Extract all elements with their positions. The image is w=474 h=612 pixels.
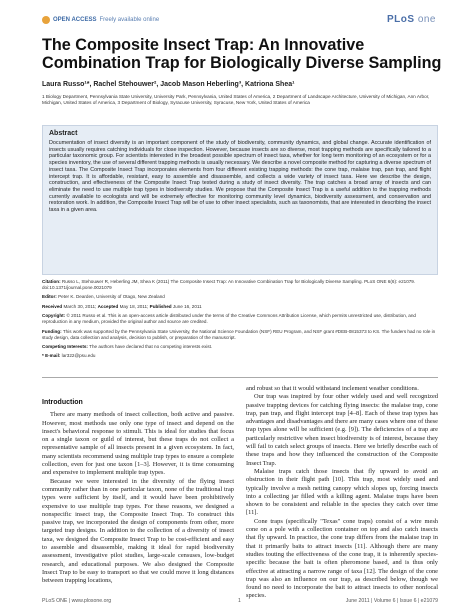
section-divider [42, 377, 438, 378]
published-label: Published [149, 303, 172, 309]
body-paragraph: Cone traps (specifically "Texas" cone traps) consist of a wire mesh cone on a pole with a collection container on top and also catch insects that fly upward. In practice, the cone trap differs from the malaise trap in that it primarily baits to attract insects [11]. Although there are many studies touting the effectiveness of the cone trap, it is inherently species-specific because the bait is often pheromone based, and is thus only effective at attracting a narrow range of taxa [12]. The design of the cone trap was also an influence on our trap, as described below, though we found no need to incorporate the bait to attract insects to other nonfocal species. [246, 517, 438, 600]
copyright-text: © 2011 Russo et al. This is an open-access article distributed under the terms of the Creative Commons Attribution License, which permits unrestricted use, distribution, and reproduction in any medium, provided the original author and source are credited. [42, 313, 416, 325]
abstract-heading: Abstract [49, 130, 78, 137]
body-column-left [42, 399, 234, 586]
logo-text: PLoS [386, 14, 415, 25]
journal-logo [387, 14, 436, 25]
freely-available-label: Freely available online [99, 17, 160, 23]
article-title: The Composite Insect Trap: An Innovative Combination Trap for Biologically Diverse Sampling [42, 36, 442, 72]
journal-header [42, 14, 436, 30]
funding-text: This work was supported by the Pennsylvania State University, the National Science Foundation (NSF) REU Program, and NSF grant #DEB-0815373 to KS. The funders had no role in study design, data collection and analysis, decision to publish, or preparation of the manuscript. [42, 328, 436, 340]
affiliations: 1 Biology Department, Pennsylvania State University, University Park, Pennsylvania, United States of America, 2 Department of Landscape Architecture, University of Michigan, Ann Arbor, Michigan, United States of America, 3 Department of Biology, Syracuse University, Syracuse, New York, United States of America [42, 94, 430, 105]
dates [42, 304, 438, 310]
competing-interests [42, 344, 438, 350]
competing-label: Competing Interests: [42, 343, 88, 349]
citation-label: Citation: [42, 279, 61, 284]
email-link[interactable]: lar322@psu.edu [61, 353, 96, 359]
body-paragraph: Malaise traps catch those insects that fly upward to avoid an obstruction in their flight path [10]. This trap, most widely used and typically involve a mesh netting canopy which slopes up, forcing insects into a collecting jar filled with a killing agent. Malaise traps have been shown to be consistent and reliable in the species they catch over time [11]. [246, 467, 438, 517]
introduction-heading: Introduction [42, 399, 83, 406]
logo-suffix: one [417, 14, 436, 25]
email-label: * E-mail: [42, 353, 61, 359]
footer-issue: June 2011 | Volume 6 | Issue 6 | e21079 [345, 598, 438, 604]
body-paragraph: and robust so that it would withstand inclement weather conditions. [246, 385, 419, 392]
received-label: Received [42, 303, 63, 309]
page-number: 1 [238, 598, 241, 604]
citation [42, 279, 438, 291]
citation-text: Russo L, Stehouwer R, Heberling JM, Shea K (2011) The Composite Insect Trap: An Innovative Combination Trap for Biologically Diverse Sampling. PLoS ONE 6(6): e21079. doi:10.1371/journal.pone.0021079 [42, 279, 416, 290]
editor-label: Editor: [42, 294, 57, 300]
editor-text: Peter K. Dearden, University of Otago, New Zealand [58, 294, 165, 300]
funding-label: Funding: [42, 328, 62, 334]
footer-journal: PLoS ONE | www.plosone.org [42, 598, 112, 604]
funding [42, 329, 438, 341]
body-paragraph: Our trap was inspired by four other widely used and well recognized passive trapping devices for catching flying insects: the malaise trap, cone trap, pan trap, and flight intercept trap [4–8]. Each of these trap types has advantages and disadvantages and there are many cases where one of these trap types alone will be sufficient (e.g. [9]). The deficiencies of a trap are particularly restrictive when insect biodiversity is of interest, because they will fail to catch select groups of insects. Here we briefly describe each of these traps and how they influenced the construction of the Composite Insect Trap. [246, 393, 438, 467]
copyright [42, 313, 438, 325]
competing-text: The authors have declared that no competing interests exist. [89, 343, 213, 349]
abstract-text: Documentation of insect diversity is an important component of the study of biodiversity, community dynamics, and global change. Accurate identification of insects usually requires catching individuals for close inspection. However, because insects are so diverse, most trapping methods are specifically tailored to a particular taxonomic group. For scientists interested in the broadest possible spectrum of insect taxa, whether for long term monitoring of an ecosystem or for a species inventory, the use of several different trapping methods is usually necessary. We describe a novel composite method for capturing a diverse spectrum of insect taxa. The Composite Insect Trap incorporates elements from four different existing trapping methods: the cone trap, malaise trap, pan trap, and flight intercept trap. It is affordable, resistant, easy to assemble and disassemble, and collects a wide variety of insect taxa. Here we describe the design, construction, and effectiveness of the Composite Insect Trap tested during a study of insect diversity. The trap catches a broad array of insects and can eliminate the need to use multiple trap types in biodiversity studies. We propose that the Composite Insect Trap is a useful addition to the trapping methods currently available to ecologists and will be extremely effective for monitoring community level dynamics, biodiversity assessment, and conservation and restoration work. In addition, the Composite Insect Trap will be of use to other insect specialists, such as taxonomists, that are interested in describing the insect taxa in a given area. [49, 140, 431, 214]
accepted-date: May 18, 2011; [119, 303, 149, 309]
open-access-label: OPEN ACCESS [53, 17, 97, 23]
received-date: March 30, 2011; [63, 303, 97, 309]
article-metadata [42, 279, 438, 363]
author-list: Laura Russo¹*, Rachel Stehouwer², Jacob Mason Heberling³, Katriona Shea¹ [42, 81, 295, 88]
open-access-icon [42, 16, 50, 24]
body-paragraph: Because we were interested in the diversity of the flying insect community rather than in one particular taxon, none of the traditional trap types were sufficient by itself, and it would have been prohibitively expensive to use multiple trap types. For these reasons, we designed a nonspecific insect trap, the Composite Insect Trap. To construct this passive trap, we incorporated the design of components from other, more targeted trap designs. In addition to the collection of a diversity of insect taxa, we designed the Composite Insect Trap to be cost-efficient and easy to assemble and disassemble, making it ideal for rapid biodiversity assessment, investigative pilot studies, large-scale censuses, low-budget research, and educational purposes. We also designed the Composite Insect Trap to be easy to transport so that we could move it long distances between trapping locations, [42, 477, 234, 585]
abstract-box [42, 125, 438, 275]
editor [42, 294, 438, 300]
published-date: June 16, 2011 [172, 303, 202, 309]
open-access-badge [42, 16, 159, 24]
body-column-right [246, 385, 438, 601]
accepted-label: Accepted [97, 303, 119, 309]
copyright-label: Copyright: [42, 313, 66, 319]
email [42, 353, 438, 359]
body-paragraph: There are many methods of insect collection, both active and passive. However, most methods use only one type of insect and depend on the insect's behavioral response to stimuli. This is ideal for studies that focus on a single taxon or guild of interest, but these traps do not collect a representative sample of all insects present in a given ecosystem. In fact, many scientists recommend using multiple trap types to ensure a complete collection, even for just one taxon [1–3]. However, it is time consuming and expensive to implement multiple trap types. [42, 411, 234, 477]
